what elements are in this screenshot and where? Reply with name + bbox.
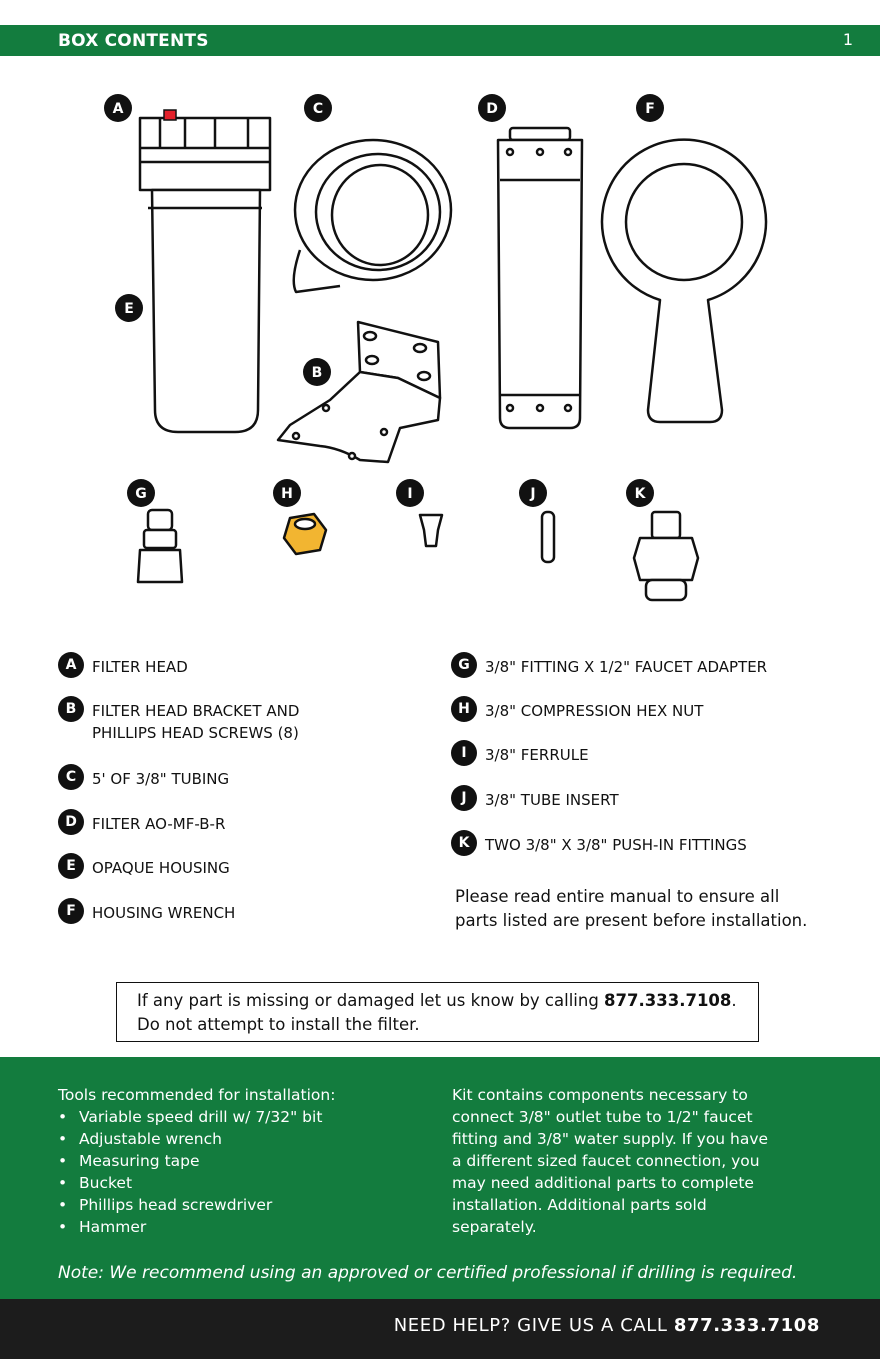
tool-item: • Hammer	[58, 1216, 335, 1238]
kit-line: a different sized faucet connection, you	[452, 1152, 760, 1170]
part-label: OPAQUE HOUSING	[92, 859, 230, 877]
part-label	[92, 696, 299, 744]
svg-text:J: J	[530, 486, 536, 502]
part-item-a	[58, 652, 188, 678]
help-text: NEED HELP? GIVE US A CALL	[393, 1315, 674, 1336]
tool-item: • Bucket	[58, 1172, 335, 1194]
part-label: HOUSING WRENCH	[92, 904, 236, 922]
help-line	[394, 1315, 820, 1336]
part-badge: F	[58, 898, 84, 924]
tools-list	[58, 1106, 335, 1238]
bracket-drawing	[278, 322, 440, 462]
alert-line2: Do not attempt to install the filter.	[137, 1015, 420, 1034]
missing-parts-alert	[116, 982, 759, 1042]
push-in-fitting-drawing	[634, 512, 698, 600]
svg-text:H: H	[281, 486, 293, 502]
kit-line: separately.	[452, 1218, 537, 1236]
footer-bar	[0, 1299, 880, 1359]
svg-text:C: C	[312, 101, 324, 117]
part-label: 3/8" TUBE INSERT	[485, 791, 619, 809]
ferrule-drawing	[420, 515, 442, 546]
filter-housing-drawing	[140, 118, 270, 432]
kit-line: may need additional parts to complete	[452, 1174, 754, 1192]
part-label: 5' OF 3/8" TUBING	[92, 770, 230, 788]
professional-note: Note: We recommend using an approved or certified professional if drilling is required.	[58, 1263, 798, 1283]
tools-list-section	[58, 1084, 335, 1238]
svg-text:G: G	[135, 486, 147, 502]
part-label-line1: FILTER HEAD BRACKET AND	[92, 702, 300, 720]
help-phone[interactable]: 877.333.7108	[673, 1315, 820, 1336]
part-label: 3/8" FERRULE	[485, 746, 589, 764]
kit-line: Kit contains components necessary to	[452, 1086, 748, 1104]
part-item-e	[58, 853, 230, 879]
parts-illustration	[0, 80, 880, 620]
kit-line: connect 3/8" outlet tube to 1/2" faucet	[452, 1108, 753, 1126]
kit-line: installation. Additional parts sold	[452, 1196, 707, 1214]
part-item-f	[58, 898, 235, 924]
svg-text:K: K	[634, 486, 646, 502]
read-note-line1: Please read entire manual to ensure all	[455, 887, 780, 906]
part-badge: A	[58, 652, 84, 678]
part-item-g	[451, 652, 767, 678]
svg-text:B: B	[311, 365, 323, 381]
tools-panel	[0, 1057, 880, 1299]
part-item-k	[451, 830, 747, 856]
part-item-c	[58, 764, 229, 790]
part-item-i	[451, 740, 589, 766]
part-label: TWO 3/8" X 3/8" PUSH-IN FITTINGS	[485, 836, 747, 854]
part-item-h	[451, 696, 703, 722]
svg-text:A: A	[112, 101, 124, 117]
tool-item: • Measuring tape	[58, 1150, 335, 1172]
header-bar	[0, 25, 880, 56]
tube-insert-drawing	[542, 512, 554, 562]
tool-item: • Variable speed drill w/ 7/32" bit	[58, 1106, 335, 1128]
part-badge: J	[451, 785, 477, 811]
svg-text:D: D	[486, 101, 498, 117]
part-label-line2: PHILLIPS HEAD SCREWS (8)	[92, 724, 299, 742]
read-manual-note	[455, 885, 835, 933]
svg-text:F: F	[645, 101, 655, 117]
part-badge: B	[58, 696, 84, 722]
part-label: FILTER AO-MF-B-R	[92, 815, 226, 833]
alert-text: If any part is missing or damaged let us know by calling	[137, 991, 605, 1010]
kit-line: fitting and 3/8" water supply. If you have	[452, 1130, 769, 1148]
faucet-adapter-drawing	[138, 510, 182, 582]
part-label: FILTER HEAD	[92, 658, 188, 676]
part-badge: H	[451, 696, 477, 722]
wrench-drawing	[602, 140, 766, 422]
part-label: 3/8" FITTING X 1/2" FAUCET ADAPTER	[485, 658, 768, 676]
tool-item: • Phillips head screwdriver	[58, 1194, 335, 1216]
part-badge: E	[58, 853, 84, 879]
read-note-line2: parts listed are present before installation.	[455, 911, 808, 930]
part-item-b	[58, 696, 299, 744]
alert-phone[interactable]: 877.333.7108	[604, 991, 732, 1010]
part-badge: K	[451, 830, 477, 856]
part-badge: C	[58, 764, 84, 790]
tools-heading: Tools recommended for installation:	[58, 1086, 336, 1104]
part-badge: D	[58, 809, 84, 835]
alert-period: .	[731, 991, 737, 1010]
section-title: BOX CONTENTS	[58, 31, 209, 51]
tool-item: • Adjustable wrench	[58, 1128, 335, 1150]
page-number: 1	[842, 30, 853, 49]
part-item-d	[58, 809, 225, 835]
kit-description	[452, 1084, 832, 1238]
part-item-j	[451, 785, 619, 811]
part-badge: I	[451, 740, 477, 766]
svg-text:E: E	[124, 301, 134, 317]
part-badge: G	[451, 652, 477, 678]
filter-cartridge-drawing	[498, 128, 582, 428]
tubing-drawing	[294, 140, 451, 292]
part-label: 3/8" COMPRESSION HEX NUT	[485, 702, 704, 720]
svg-text:I: I	[407, 486, 413, 502]
